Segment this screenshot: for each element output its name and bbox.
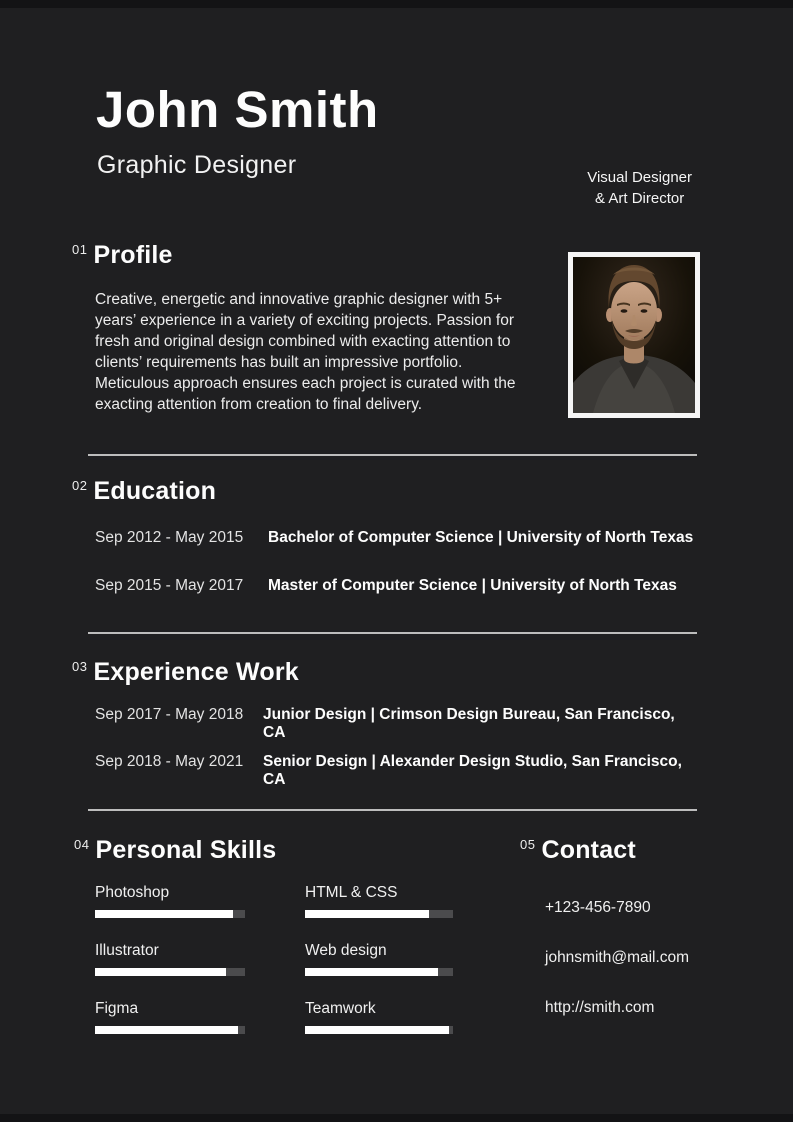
skill-bar-fill: [305, 968, 438, 976]
contact-list: [545, 899, 689, 1049]
experience-detail: Junior Design | Crimson Design Bureau, San Francisco, CA: [263, 706, 675, 741]
skill-bar-track: [305, 968, 453, 976]
contact-website[interactable]: http://smith.com: [545, 999, 655, 1016]
contact-section-heading: [520, 836, 636, 865]
job-title: Graphic Designer: [97, 151, 297, 179]
experience-section-title: Experience Work: [93, 658, 299, 686]
education-section-title: Education: [93, 477, 217, 505]
separator-3: [88, 809, 697, 811]
skill-bar-fill: [305, 1026, 449, 1034]
skill-label: Web design: [305, 942, 387, 959]
contact-phone[interactable]: +123-456-7890: [545, 899, 651, 916]
profile-section-heading: [72, 241, 173, 270]
contact-email[interactable]: johnsmith@mail.com: [545, 949, 690, 966]
experience-dates: Sep 2018 - May 2021: [95, 753, 244, 770]
skill-bar-fill: [305, 910, 429, 918]
education-section-heading: [72, 477, 216, 506]
skill-label: HTML & CSS: [305, 884, 398, 901]
experience-dates: Sep 2017 - May 2018: [95, 706, 244, 723]
experience-section-number: 03: [72, 659, 88, 674]
education-row: [95, 577, 701, 595]
experience-section-heading: [72, 658, 299, 687]
skill-label: Photoshop: [95, 884, 170, 901]
education-detail: Bachelor of Computer Science | University of North Texas: [268, 529, 694, 546]
education-dates: Sep 2012 - May 2015: [95, 529, 244, 546]
education-detail: Master of Computer Science | University of North Texas: [268, 577, 677, 594]
skills-section-number: 04: [74, 837, 90, 852]
experience-row: [95, 753, 701, 789]
skill-label: Illustrator: [95, 942, 159, 959]
skill-item: [95, 1000, 245, 1034]
skill-bar-track: [95, 968, 245, 976]
skill-item: [305, 884, 453, 918]
skill-bar-track: [305, 1026, 453, 1034]
education-section-number: 02: [72, 478, 88, 493]
skills-grid: [95, 884, 453, 1034]
education-dates: Sep 2015 - May 2017: [95, 577, 244, 594]
skills-section-title: Personal Skills: [95, 836, 277, 864]
separator-1: [88, 454, 697, 456]
skill-bar-track: [95, 910, 245, 918]
skills-section-heading: [74, 836, 276, 865]
skill-bar-track: [305, 910, 453, 918]
skill-label: Figma: [95, 1000, 139, 1017]
separator-2: [88, 632, 697, 634]
skill-item: [95, 942, 245, 976]
skill-item: [95, 884, 245, 918]
skill-bar-fill: [95, 910, 233, 918]
tagline: [587, 167, 692, 209]
profile-section-title: Profile: [93, 241, 173, 269]
contact-section-title: Contact: [541, 836, 636, 864]
page-edge-top: [0, 0, 793, 8]
tagline-line-2: & Art Director: [595, 190, 685, 207]
person-name: John Smith: [96, 81, 379, 138]
portrait-photo-illustration: [573, 257, 695, 413]
experience-detail: Senior Design | Alexander Design Studio, San Francisco, CA: [263, 753, 682, 788]
portrait-photo: [568, 252, 700, 418]
tagline-line-1: Visual Designer: [587, 169, 692, 186]
page-edge-bottom: [0, 1114, 793, 1122]
contact-section-number: 05: [520, 837, 536, 852]
skill-bar-fill: [95, 1026, 238, 1034]
experience-row: [95, 706, 701, 742]
skill-item: [305, 1000, 453, 1034]
skill-bar-fill: [95, 968, 226, 976]
profile-section-number: 01: [72, 242, 88, 257]
skill-label: Teamwork: [305, 1000, 376, 1017]
profile-text: Creative, energetic and innovative graphic designer with 5+ years’ experience in a variety of exciting projects. Passion for fresh and original design combined with exacting attention to clients’ requirements has built an impressive portfolio. Meticulous approach ensures each project is curated with the exacting attention from creation to final delivery.: [95, 291, 516, 413]
education-row: [95, 529, 701, 547]
skill-bar-track: [95, 1026, 245, 1034]
skill-item: [305, 942, 453, 976]
